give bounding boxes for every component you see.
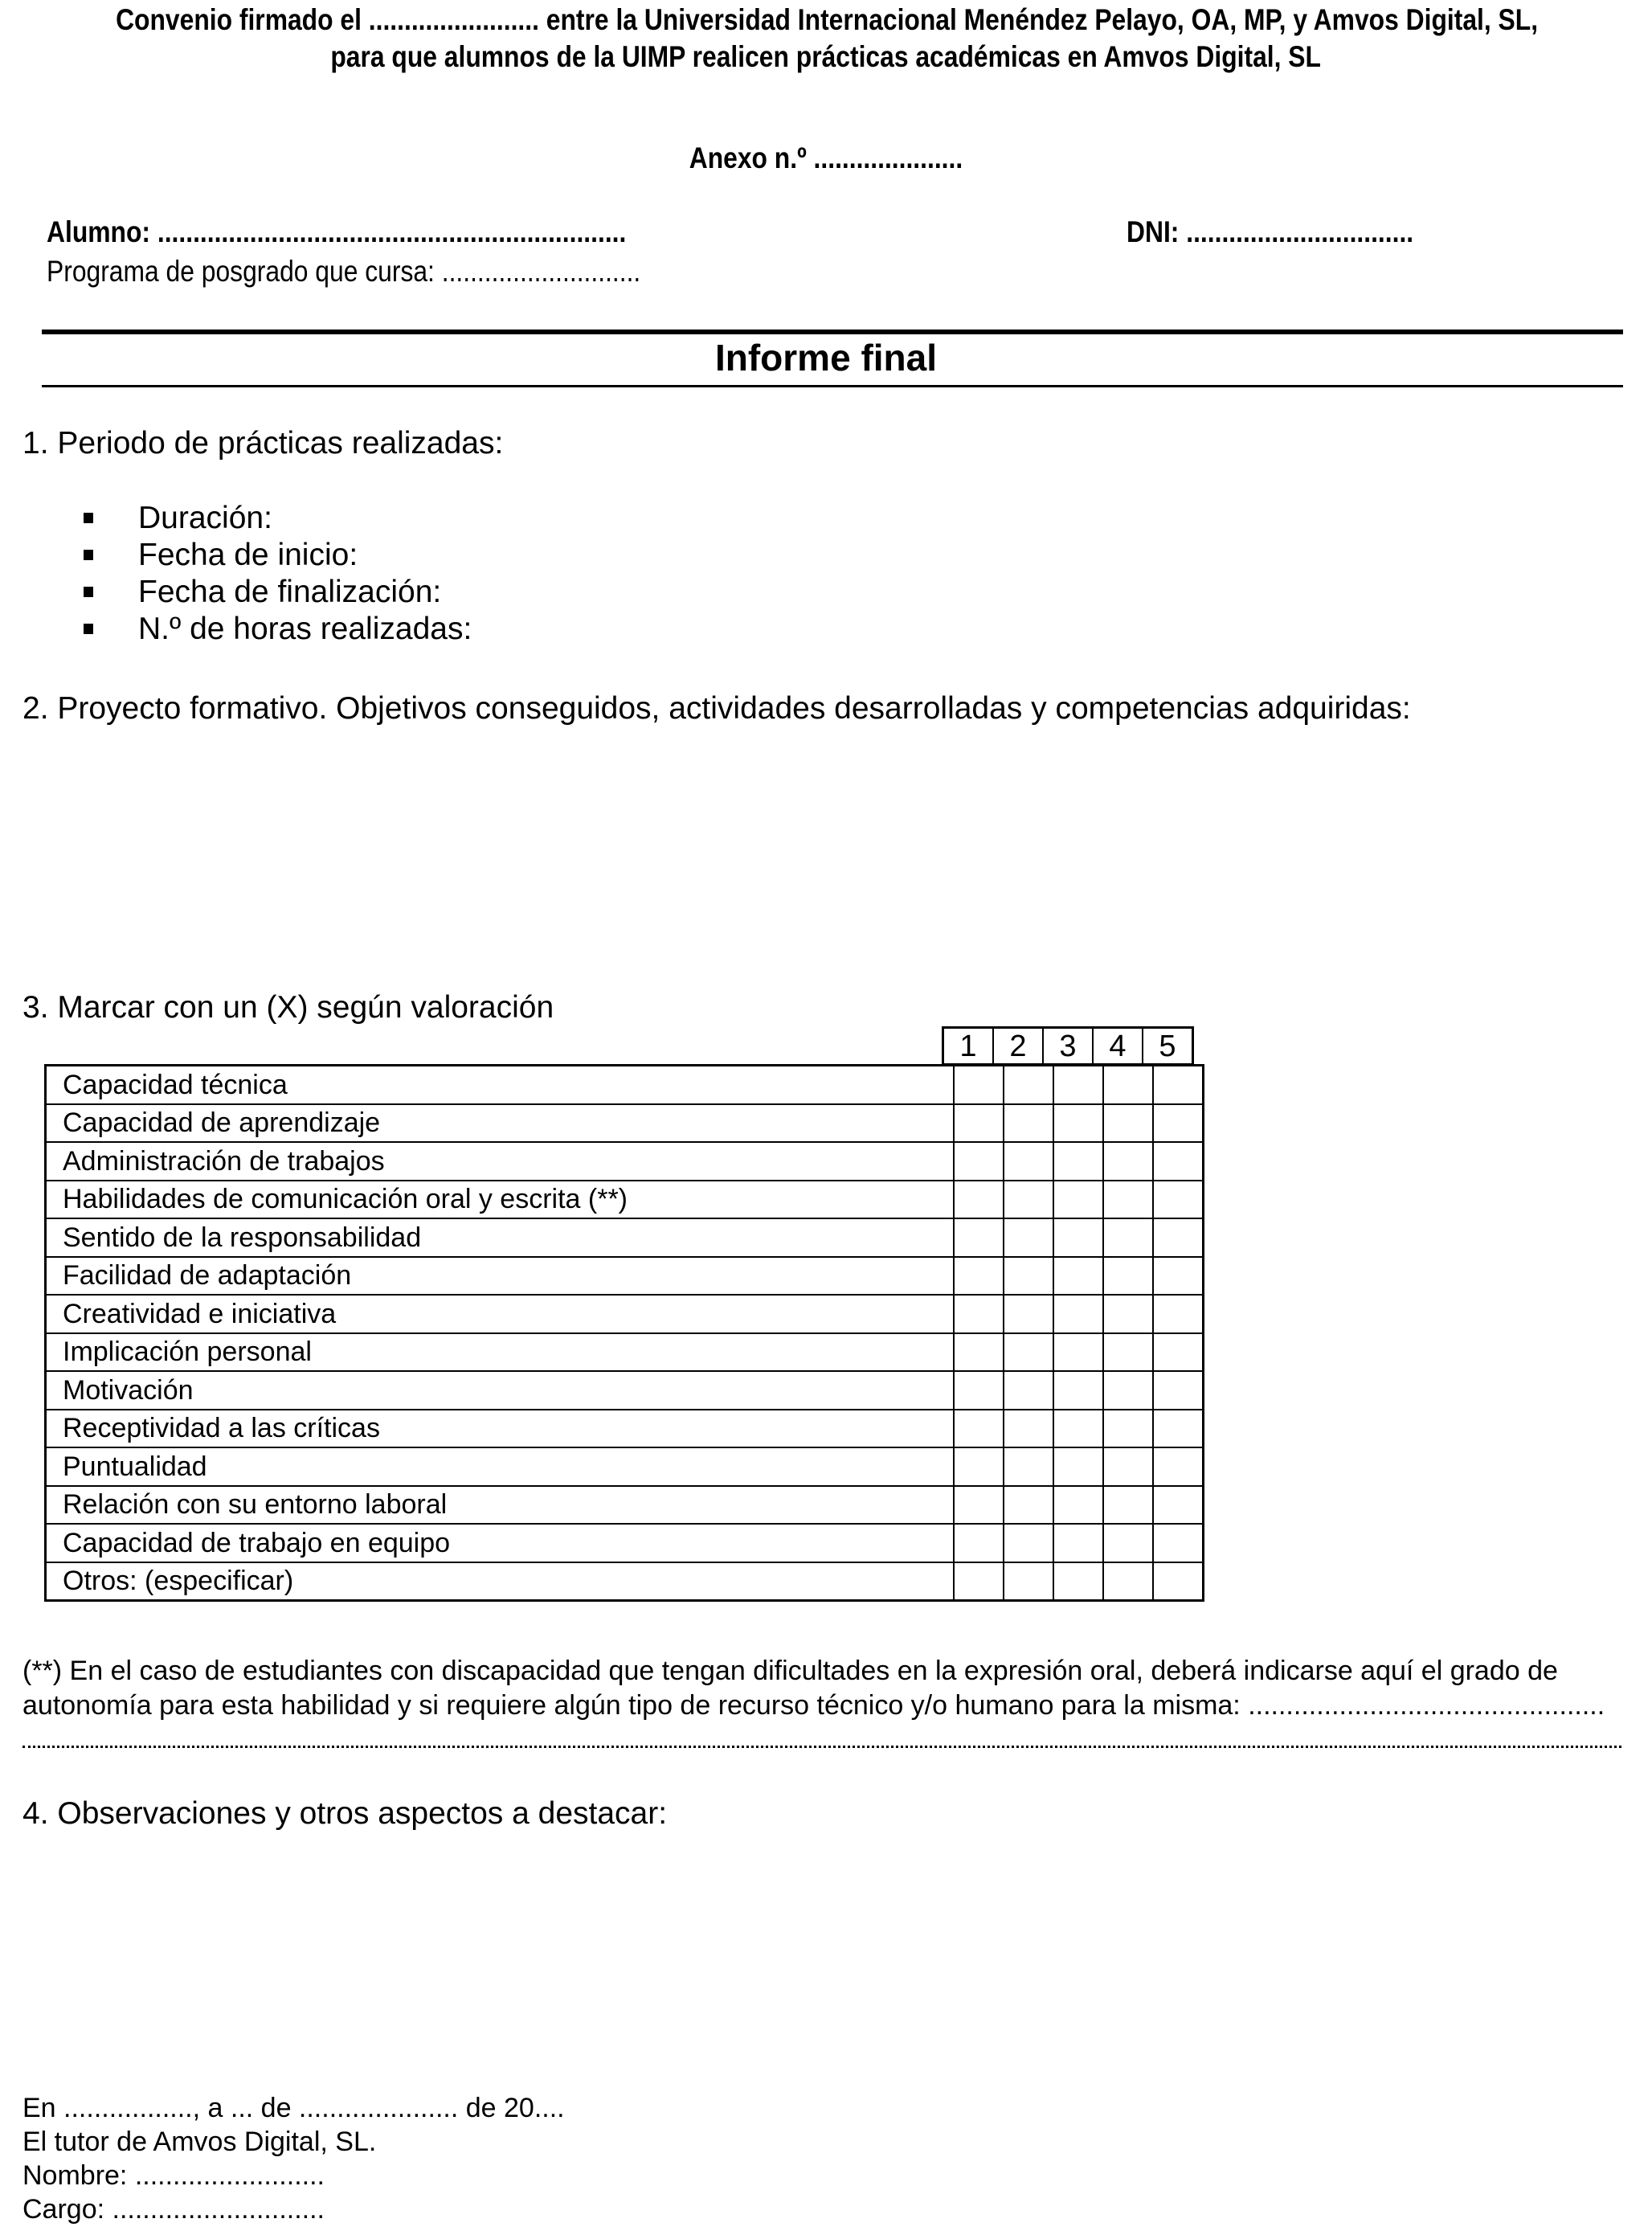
rating-checkbox-3[interactable] [1053, 1257, 1103, 1296]
criterion-label: Receptividad a las críticas [46, 1410, 954, 1448]
rating-checkbox-1[interactable] [954, 1181, 1004, 1219]
rating-checkbox-2[interactable] [1004, 1257, 1053, 1296]
rating-checkbox-2[interactable] [1004, 1447, 1053, 1486]
rating-checkbox-4[interactable] [1103, 1524, 1153, 1562]
title-top-rule [42, 330, 1623, 334]
list-item: Duración: [84, 500, 472, 537]
postgraduate-program-field: Programa de posgrado que cursa: ............................ [47, 255, 641, 288]
table-row [46, 1142, 1203, 1181]
rating-scale-header [942, 1026, 1194, 1066]
tutor-position-field: Cargo: ............................ [22, 2194, 325, 2225]
rating-checkbox-1[interactable] [954, 1333, 1004, 1372]
rating-checkbox-5[interactable] [1153, 1486, 1203, 1525]
rating-checkbox-4[interactable] [1103, 1181, 1153, 1219]
rating-checkbox-2[interactable] [1004, 1181, 1053, 1219]
annex-number: Anexo n.º ..................... [689, 141, 963, 174]
practice-period-list [84, 500, 472, 648]
rating-checkbox-3[interactable] [1053, 1447, 1103, 1486]
rating-scale-1: 1 [959, 1030, 977, 1063]
list-item: N.º de horas realizadas: [84, 611, 472, 648]
rating-checkbox-3[interactable] [1053, 1371, 1103, 1410]
criterion-label: Implicación personal [46, 1333, 954, 1372]
rating-checkbox-3[interactable] [1053, 1104, 1103, 1143]
rating-checkbox-3[interactable] [1053, 1295, 1103, 1333]
rating-checkbox-5[interactable] [1153, 1218, 1203, 1257]
rating-checkbox-3[interactable] [1053, 1333, 1103, 1372]
rating-checkbox-5[interactable] [1153, 1524, 1203, 1562]
rating-checkbox-2[interactable] [1004, 1218, 1053, 1257]
list-item: Fecha de finalización: [84, 574, 472, 611]
tutor-line: El tutor de Amvos Digital, SL. [22, 2127, 377, 2157]
rating-scale-2: 2 [992, 1029, 1042, 1063]
rating-checkbox-3[interactable] [1053, 1142, 1103, 1181]
table-row [46, 1181, 1203, 1219]
section-4-heading: 4. Observaciones y otros aspectos a destacar: [22, 1796, 668, 1831]
criterion-label: Capacidad técnica [46, 1066, 954, 1104]
section-1-heading: 1. Periodo de prácticas realizadas: [22, 426, 504, 461]
table-row [46, 1524, 1203, 1562]
rating-checkbox-3[interactable] [1053, 1218, 1103, 1257]
agreement-header-line-1: Convenio firmado el ........................ entre la Universidad Internacional Menéndez Pelayo, OA, MP, y Amvos Digital, SL, [116, 3, 1539, 36]
table-row [46, 1562, 1203, 1601]
rating-checkbox-4[interactable] [1103, 1257, 1153, 1296]
rating-checkbox-2[interactable] [1004, 1295, 1053, 1333]
rating-checkbox-2[interactable] [1004, 1142, 1053, 1181]
criterion-label: Sentido de la responsabilidad [46, 1218, 954, 1257]
table-row [46, 1066, 1203, 1104]
rating-checkbox-5[interactable] [1153, 1295, 1203, 1333]
dni-field: DNI: ................................ [1127, 215, 1414, 248]
rating-checkbox-1[interactable] [954, 1066, 1004, 1104]
tutor-name-field: Nombre: ......................... [22, 2160, 325, 2191]
student-name-field: Alumno: .................................................................. [47, 215, 627, 248]
rating-checkbox-2[interactable] [1004, 1562, 1053, 1601]
rating-checkbox-5[interactable] [1153, 1562, 1203, 1601]
rating-checkbox-5[interactable] [1153, 1066, 1203, 1104]
criterion-label: Creatividad e iniciativa [46, 1295, 954, 1333]
disability-note-dotted-line [22, 1730, 1621, 1748]
criterion-label: Capacidad de aprendizaje [46, 1104, 954, 1143]
rating-checkbox-1[interactable] [954, 1104, 1004, 1143]
rating-checkbox-4[interactable] [1103, 1562, 1153, 1601]
table-row [46, 1295, 1203, 1333]
rating-checkbox-4[interactable] [1103, 1371, 1153, 1410]
rating-checkbox-1[interactable] [954, 1218, 1004, 1257]
rating-checkbox-2[interactable] [1004, 1486, 1053, 1525]
section-3-heading: 3. Marcar con un (X) según valoración [22, 990, 554, 1025]
rating-checkbox-2[interactable] [1004, 1066, 1053, 1104]
rating-checkbox-5[interactable] [1153, 1142, 1203, 1181]
report-title: Informe final [714, 337, 938, 379]
place-date-line: En ................., a ... de ..................... de 20.... [22, 2093, 565, 2123]
criterion-label: Capacidad de trabajo en equipo [46, 1524, 954, 1562]
table-row [46, 1257, 1203, 1296]
rating-checkbox-1[interactable] [954, 1295, 1004, 1333]
table-row [46, 1447, 1203, 1486]
rating-checkbox-3[interactable] [1053, 1181, 1103, 1219]
rating-checkbox-1[interactable] [954, 1410, 1004, 1448]
rating-checkbox-1[interactable] [954, 1524, 1004, 1562]
list-item: Fecha de inicio: [84, 537, 472, 574]
rating-checkbox-4[interactable] [1103, 1486, 1153, 1525]
rating-checkbox-2[interactable] [1004, 1371, 1053, 1410]
rating-checkbox-1[interactable] [954, 1486, 1004, 1525]
rating-checkbox-5[interactable] [1153, 1257, 1203, 1296]
rating-checkbox-2[interactable] [1004, 1524, 1053, 1562]
rating-checkbox-2[interactable] [1004, 1410, 1053, 1448]
rating-scale-4: 4 [1092, 1029, 1142, 1063]
rating-checkbox-4[interactable] [1103, 1333, 1153, 1372]
rating-checkbox-3[interactable] [1053, 1562, 1103, 1601]
table-row [46, 1104, 1203, 1143]
criterion-label: Facilidad de adaptación [46, 1257, 954, 1296]
rating-scale-3: 3 [1042, 1029, 1092, 1063]
rating-checkbox-5[interactable] [1153, 1371, 1203, 1410]
rating-checkbox-4[interactable] [1103, 1142, 1153, 1181]
table-row [46, 1371, 1203, 1410]
rating-checkbox-1[interactable] [954, 1257, 1004, 1296]
criterion-label: Habilidades de comunicación oral y escrita (**) [46, 1181, 954, 1219]
rating-checkbox-5[interactable] [1153, 1410, 1203, 1448]
rating-checkbox-5[interactable] [1153, 1181, 1203, 1219]
rating-checkbox-1[interactable] [954, 1447, 1004, 1486]
rating-checkbox-4[interactable] [1103, 1447, 1153, 1486]
table-row [46, 1333, 1203, 1372]
evaluation-table [45, 1065, 1204, 1601]
section-2-heading: 2. Proyecto formativo. Objetivos conseguidos, actividades desarrolladas y competencias adquiridas: [22, 691, 1411, 726]
rating-checkbox-5[interactable] [1153, 1104, 1203, 1143]
rating-checkbox-1[interactable] [954, 1371, 1004, 1410]
criterion-label: Administración de trabajos [46, 1142, 954, 1181]
table-row [46, 1218, 1203, 1257]
rating-scale-5: 5 [1142, 1029, 1192, 1063]
criterion-label: Puntualidad [46, 1447, 954, 1486]
title-bottom-rule [42, 385, 1623, 387]
rating-checkbox-3[interactable] [1053, 1066, 1103, 1104]
rating-checkbox-3[interactable] [1053, 1524, 1103, 1562]
rating-checkbox-5[interactable] [1153, 1447, 1203, 1486]
rating-checkbox-5[interactable] [1153, 1333, 1203, 1372]
rating-checkbox-4[interactable] [1103, 1066, 1153, 1104]
rating-checkbox-3[interactable] [1053, 1486, 1103, 1525]
rating-checkbox-2[interactable] [1004, 1104, 1053, 1143]
rating-checkbox-1[interactable] [954, 1142, 1004, 1181]
agreement-header-line-2: para que alumnos de la UIMP realicen prácticas académicas en Amvos Digital, SL [330, 40, 1322, 73]
criterion-label: Motivación [46, 1371, 954, 1410]
table-row [46, 1486, 1203, 1525]
rating-checkbox-4[interactable] [1103, 1104, 1153, 1143]
rating-checkbox-1[interactable] [954, 1562, 1004, 1601]
disability-note-line-2: autonomía para esta habilidad y si requiere algún tipo de recurso técnico y/o humano para la misma: ............................................... [22, 1690, 1605, 1721]
rating-checkbox-3[interactable] [1053, 1410, 1103, 1448]
rating-checkbox-4[interactable] [1103, 1410, 1153, 1448]
criterion-label: Relación con su entorno laboral [46, 1486, 954, 1525]
rating-checkbox-2[interactable] [1004, 1333, 1053, 1372]
table-row [46, 1410, 1203, 1448]
criterion-label: Otros: (especificar) [46, 1562, 954, 1601]
rating-checkbox-4[interactable] [1103, 1218, 1153, 1257]
rating-checkbox-4[interactable] [1103, 1295, 1153, 1333]
disability-note-line-1: (**) En el caso de estudiantes con discapacidad que tengan dificultades en la expresión oral, deberá indicarse aquí el grado de [22, 1656, 1558, 1686]
